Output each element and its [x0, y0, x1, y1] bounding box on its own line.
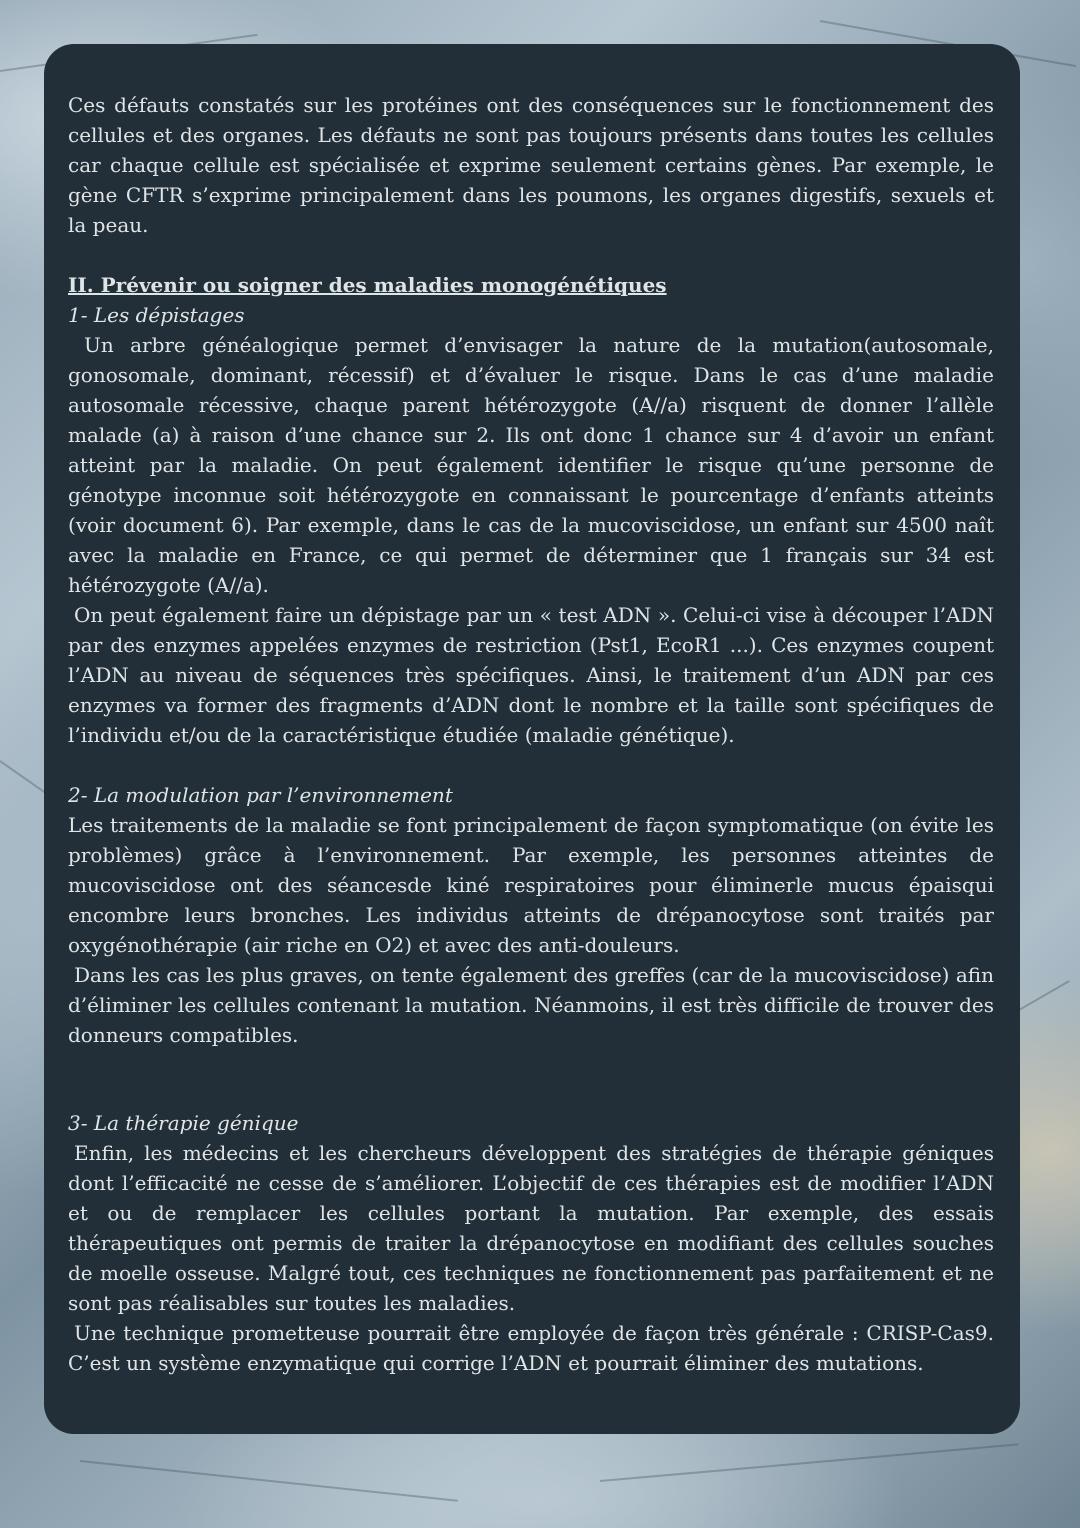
subsection-title-modulation: 2- La modulation par l’environnement	[68, 783, 453, 807]
content-card	[44, 44, 1020, 1434]
spacer	[68, 750, 994, 780]
marble-vein	[0, 760, 50, 796]
paragraph-therapie-1: Enfin, les médecins et les chercheurs développent des stratégies de thérapie géniques dont l’efficacité ne cesse de s’améliorer. L’objectif de ces thérapies est de modifier l’ADN et ou de remplacer les cellules portant la mutation. Par exemple, des essais thérapeutiques ont permis de traiter la drépanocytose en modifiant des cellules souches de moelle osseuse. Malgré tout, ces techniques ne fonctionnement pas parfaitement et ne sont pas réalisables sur toutes les maladies.	[68, 1141, 994, 1315]
subsection-title-therapie: 3- La thérapie génique	[68, 1111, 299, 1135]
paragraph-therapie-2: Une technique prometteuse pourrait être employée de façon très générale : CRISP-Cas9. C’est un système enzymatique qui corrige l’ADN et pourrait éliminer des mutations.	[68, 1321, 994, 1375]
paragraph-modulation-1: Les traitements de la maladie se font principalement de façon symptomatique (on évite les problèmes) grâce à l’environnement. Par exemple, les personnes atteintes de mucoviscidose ont des séancesde kiné respiratoires pour éliminerle mucus épaisqui encombre leurs bronches. Les individus atteints de drépanocytose sont traités par oxygénothérapie (air riche en O2) et avec des anti-douleurs.	[68, 813, 994, 957]
marble-vein	[80, 1460, 458, 1502]
paragraph-modulation-2: Dans les cas les plus graves, on tente également des greffes (car de la mucoviscidose) afin d’éliminer les cellules contenant la mutation. Néanmoins, il est très difficile de trouver des donneurs compatibles.	[68, 963, 994, 1047]
subsection-title-depistages: 1- Les dépistages	[68, 303, 245, 327]
paragraph-depistages-1: Un arbre généalogique permet d’envisager la nature de la mutation(autosomale, gonosomale, dominant, récessif) et d’évaluer le risque. Dans le cas d’une maladie autosomale récessive, chaque parent hétérozygote (A//a) risquent de donner l’allèle malade (a) à raison d’une chance sur 2. Ils ont donc 1 chance sur 4 d’avoir un enfant atteint par la maladie. On peut également identifier le risque qu’une personne de génotype inconnue soit hétérozygote en connaissant le pourcentage d’enfants atteints (voir document 6). Par exemple, dans le cas de la mucoviscidose, un enfant sur 4500 naît avec la maladie en France, ce qui permet de déterminer que 1 français sur 34 est hétérozygote (A//a).	[68, 333, 994, 597]
section-title: II. Prévenir ou soigner des maladies monogénétiques	[68, 273, 667, 297]
marble-vein	[600, 1443, 1019, 1482]
intro-paragraph: Ces défauts constatés sur les protéines ont des conséquences sur le fonctionnement des cellules et des organes. Les défauts ne sont pas toujours présents dans toutes les cellules car chaque cellule est spécialisée et exprime seulement certains gènes. Par exemple, le gène CFTR s’exprime principalement dans les poumons, les organes digestifs, sexuels et la peau.	[68, 93, 994, 237]
paragraph-depistages-2: On peut également faire un dépistage par un « test ADN ». Celui-ci vise à découper l’ADN par des enzymes appelées enzymes de restriction (Pst1, EcoR1 ...). Ces enzymes coupent l’ADN au niveau de séquences très spécifiques. Ainsi, le traitement d’un ADN par ces enzymes va former des fragments d’ADN dont le nombre et la taille sont spécifiques de l’individu et/ou de la caractéristique étudiée (maladie génétique).	[68, 603, 994, 747]
spacer	[68, 1050, 994, 1080]
spacer	[68, 1080, 994, 1108]
spacer	[68, 240, 994, 270]
